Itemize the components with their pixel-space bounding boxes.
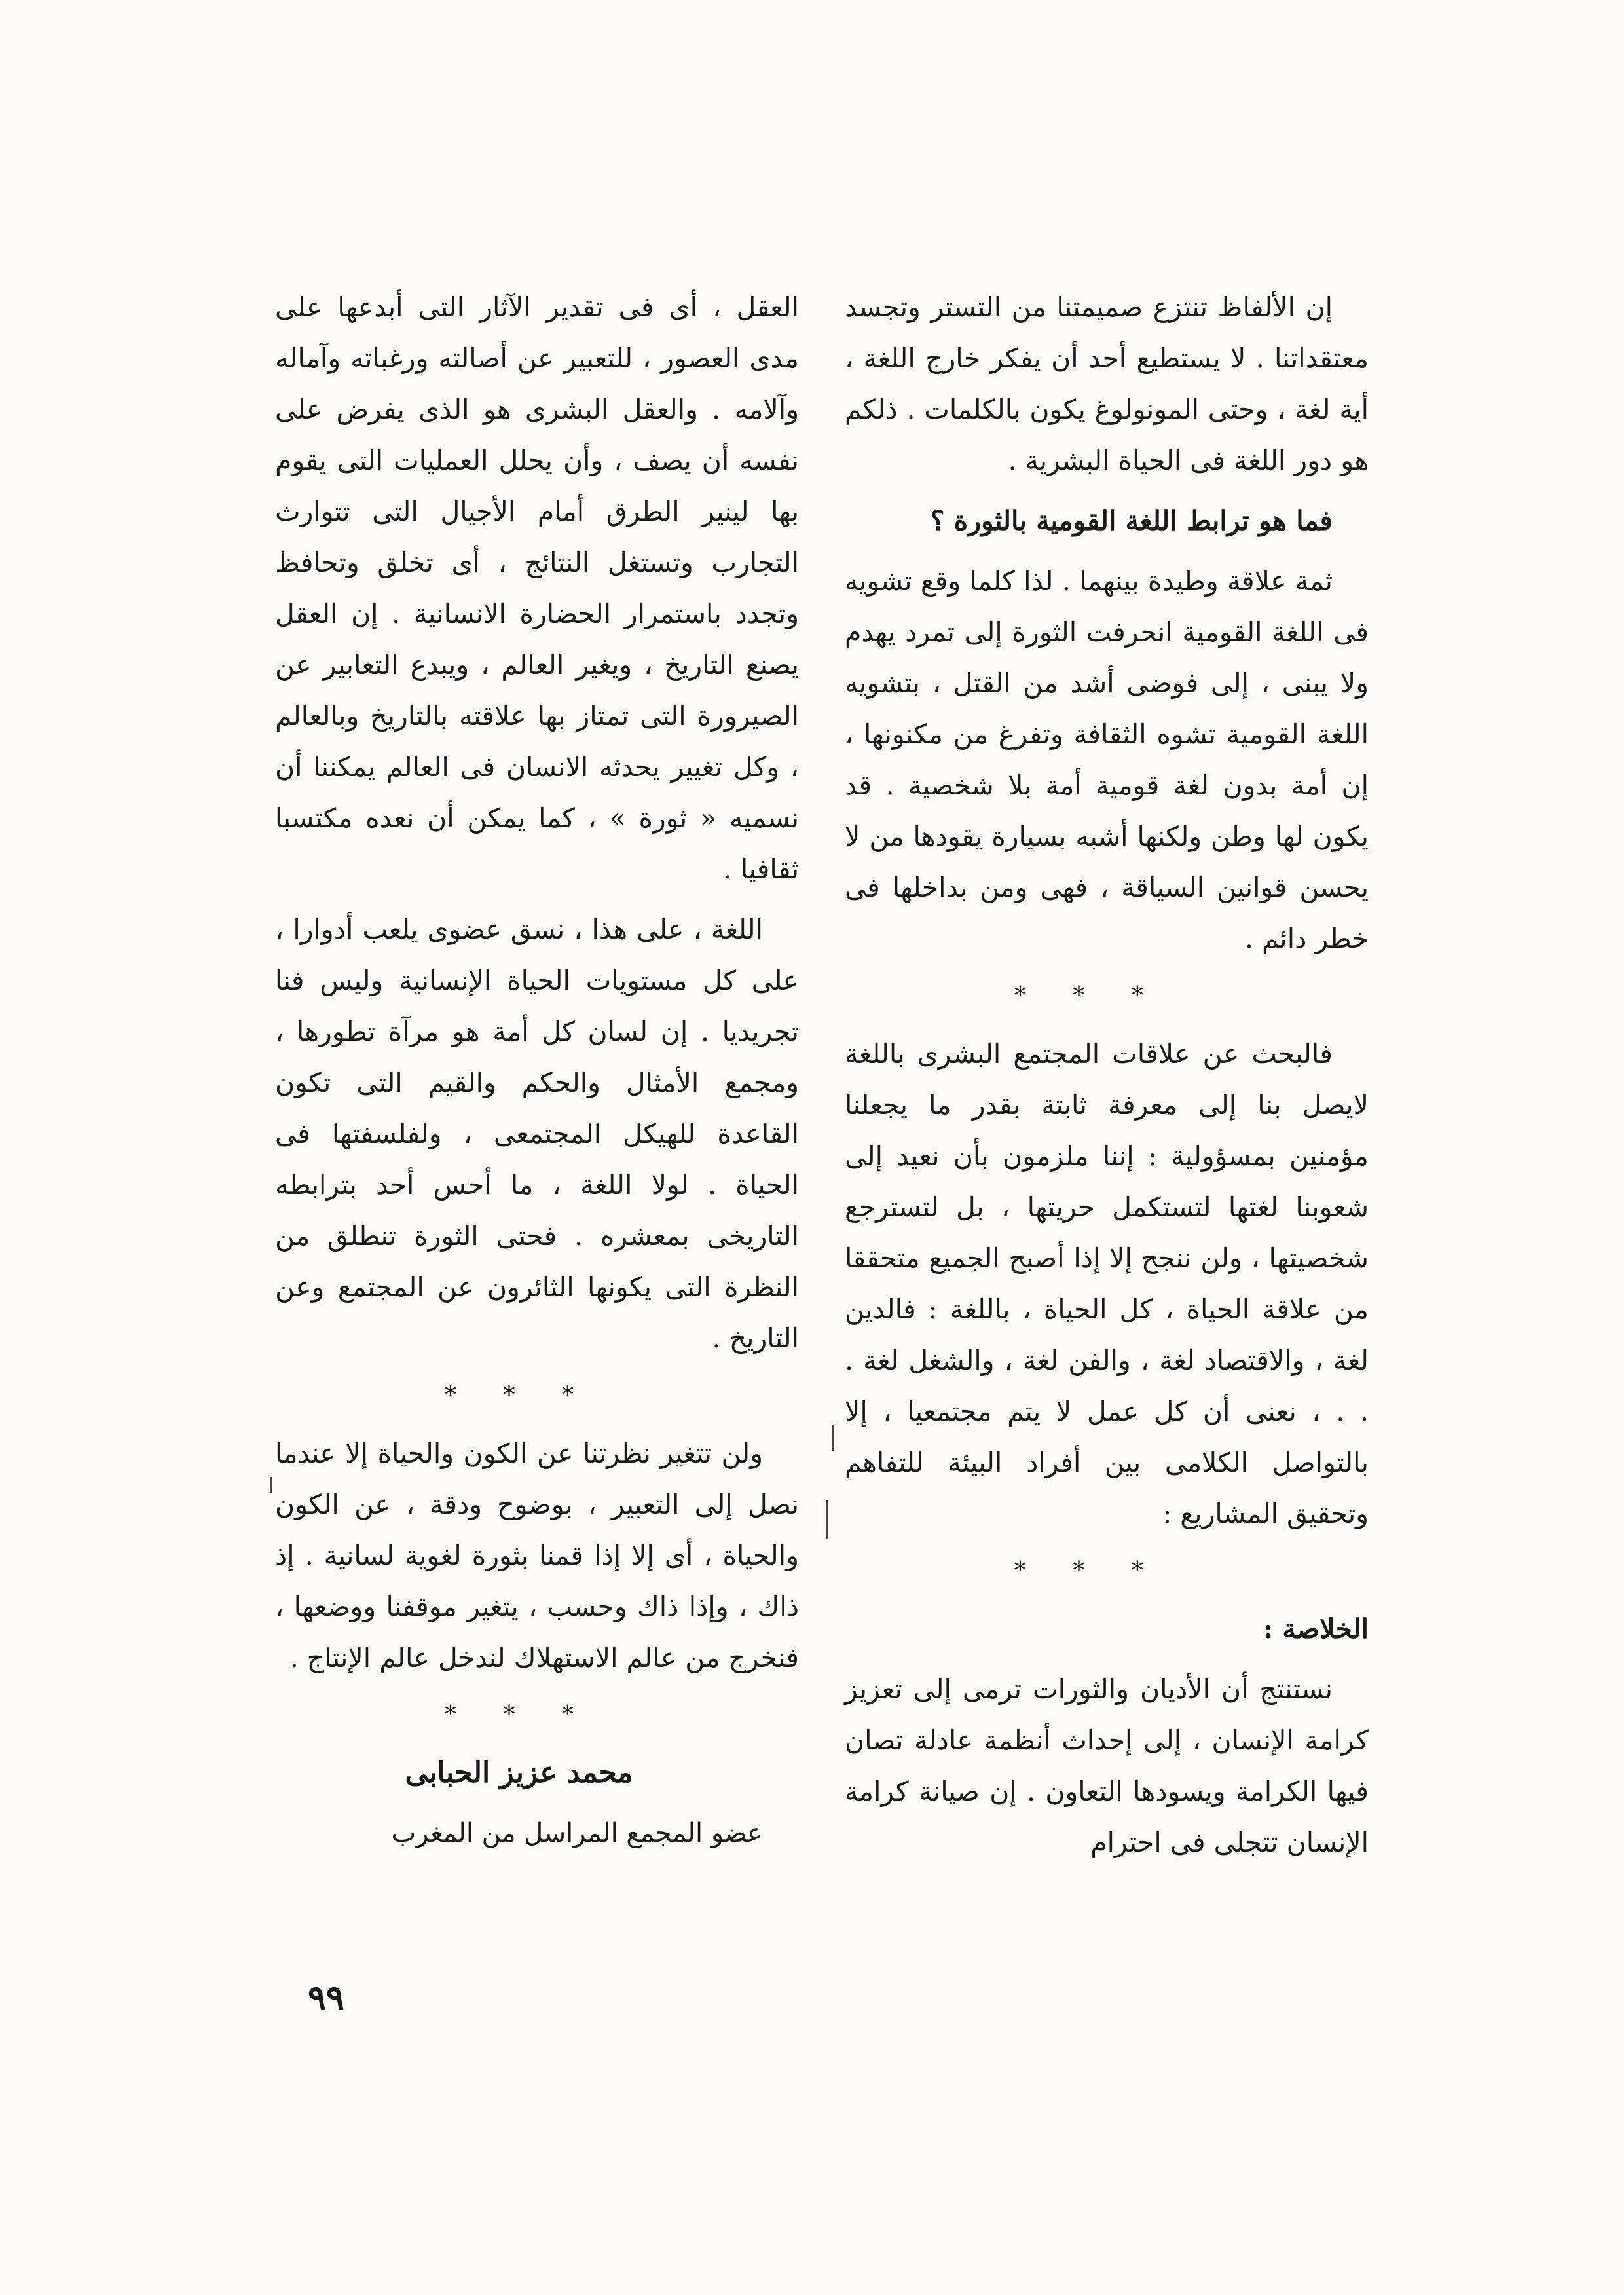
paragraph: فالبحث عن علاقات المجتمع البشرى باللغة لايصل بنا إلى معرفة ثابتة بقدر ما يجعلنا مؤمنين بمسؤولية : إننا ملزمون بأن نعيد إلى شعوبنا لغتها لتستكمل حريتها ، بل لتسترجع شخصيتها ، ولن ننجح إلا إذا أصبح الجميع متحققا من علاقة الحياة ، كل الحياة ، باللغة : فالدين لغة ، والاقتصاد لغة ، والفن لغة ، والشغل لغة . . . ، نعنى أن كل عمل لا يتم مجتمعيا ، إلا بالتواصل الكلامى بين أفراد البيئة للتفاهم وتحقيق المشاريع :: [845, 1038, 1369, 1529]
margin-mark: [826, 1500, 828, 1539]
section-divider: * * *: [1014, 982, 1163, 1009]
author-name: محمد عزيز الحبابى: [405, 1756, 633, 1789]
margin-mark: [832, 1425, 834, 1451]
section-divider: * * *: [1014, 1558, 1163, 1584]
margin-mark: [270, 1477, 272, 1493]
paragraph: نستنتج أن الأديان والثورات ترمى إلى تعزيز كرامة الإنسان ، إلى إحداث أنظمة عادلة تصان فيها الكرامة ويسودها التعاون . إن صيانة كرامة الإنسان تتجلى فى احترام: [845, 1673, 1369, 1858]
paragraph: ولن تتغير نظرتنا عن الكون والحياة إلا عندما نصل إلى التعبير ، بوضوح ودقة ، عن الكون والحياة ، أى إلا إذا قمنا بثورة لغوية لسانية . إذ ذاك ، وإذا ذاك وحسب ، يتغير موقفنا ووضعها ، فنخرج من عالم الاستهلاك لندخل عالم الإنتاج .: [275, 1438, 799, 1673]
paragraph: العقل ، أى فى تقدير الآثار التى أبدعها على مدى العصور ، للتعبير عن أصالته ورغباته وآماله وآلامه . والعقل البشرى هو الذى يفرض على نفسه أن يصف ، وأن يحلل العمليات التى يقوم بها لينير الطرق أمام الأجيال التى تتوارث التجارب وتستغل النتائج ، أى تخلق وتحافظ وتجدد باستمرار الحضارة الانسانية . إن العقل يصنع التاريخ ، ويغير العالم ، ويبدع التعابير عن الصيرورة التى تمتاز بها علاقته بالتاريخ وبالعالم ، وكل تغيير يحدثه الانسان فى العالم يمكننا أن نسميه « ثورة » ، كما يمكن أن نعده مكتسبا ثقافيا .: [275, 291, 799, 885]
right-column: [845, 282, 1369, 1877]
section-divider: * * *: [445, 1382, 593, 1409]
paragraph: إن الألفاظ تنتزع صميمتنا من التستر وتجسد معتقداتنا . لا يستطيع أحد أن يفكر خارج اللغة ، أية لغة ، وحتى المونولوغ يكون بالكلمات . ذلكم هو دور اللغة فى الحياة البشرية .: [845, 291, 1369, 476]
left-column: [275, 282, 799, 1868]
conclusion-heading: الخلاصة :: [1263, 1613, 1369, 1645]
paragraph: ثمة علاقة وطيدة بينهما . لذا كلما وقع تشويه فى اللغة القومية انحرفت الثورة إلى تمرد يهدم ولا يبنى ، إلى فوضى أشد من القتل ، بتشويه اللغة القومية تشوه الثقافة وتفرغ من مكنونها ، إن أمة بدون لغة قومية أمة بلا شخصية . قد يكون لها وطن ولكنها أشبه بسيارة يقودها من لا يحسن قوانين السياقة ، فهى ومن بداخلها فى خطر دائم .: [845, 565, 1369, 954]
question-line: فما هو ترابط اللغة القومية بالثورة ؟: [930, 505, 1333, 536]
page-number: ٩٩: [308, 1978, 344, 2018]
section-divider: * * *: [445, 1702, 593, 1728]
author-title: عضو المجمع المراسل من المغرب: [391, 1818, 763, 1848]
paragraph: اللغة ، على هذا ، نسق عضوى يلعب أدوارا ، على كل مستويات الحياة الإنسانية وليس فنا تجريديا . إن لسان كل أمة هو مرآة تطورها ، ومجمع الأمثال والحكم والقيم التى تكون القاعدة للهيكل المجتمعى ، ولفلسفتها فى الحياة . لولا اللغة ، ما أحس أحد بترابطه التاريخى بمعشره . فحتى الثورة تنطلق من النظرة التى يكونها الثائرون عن المجتمع وعن التاريخ .: [275, 914, 799, 1354]
